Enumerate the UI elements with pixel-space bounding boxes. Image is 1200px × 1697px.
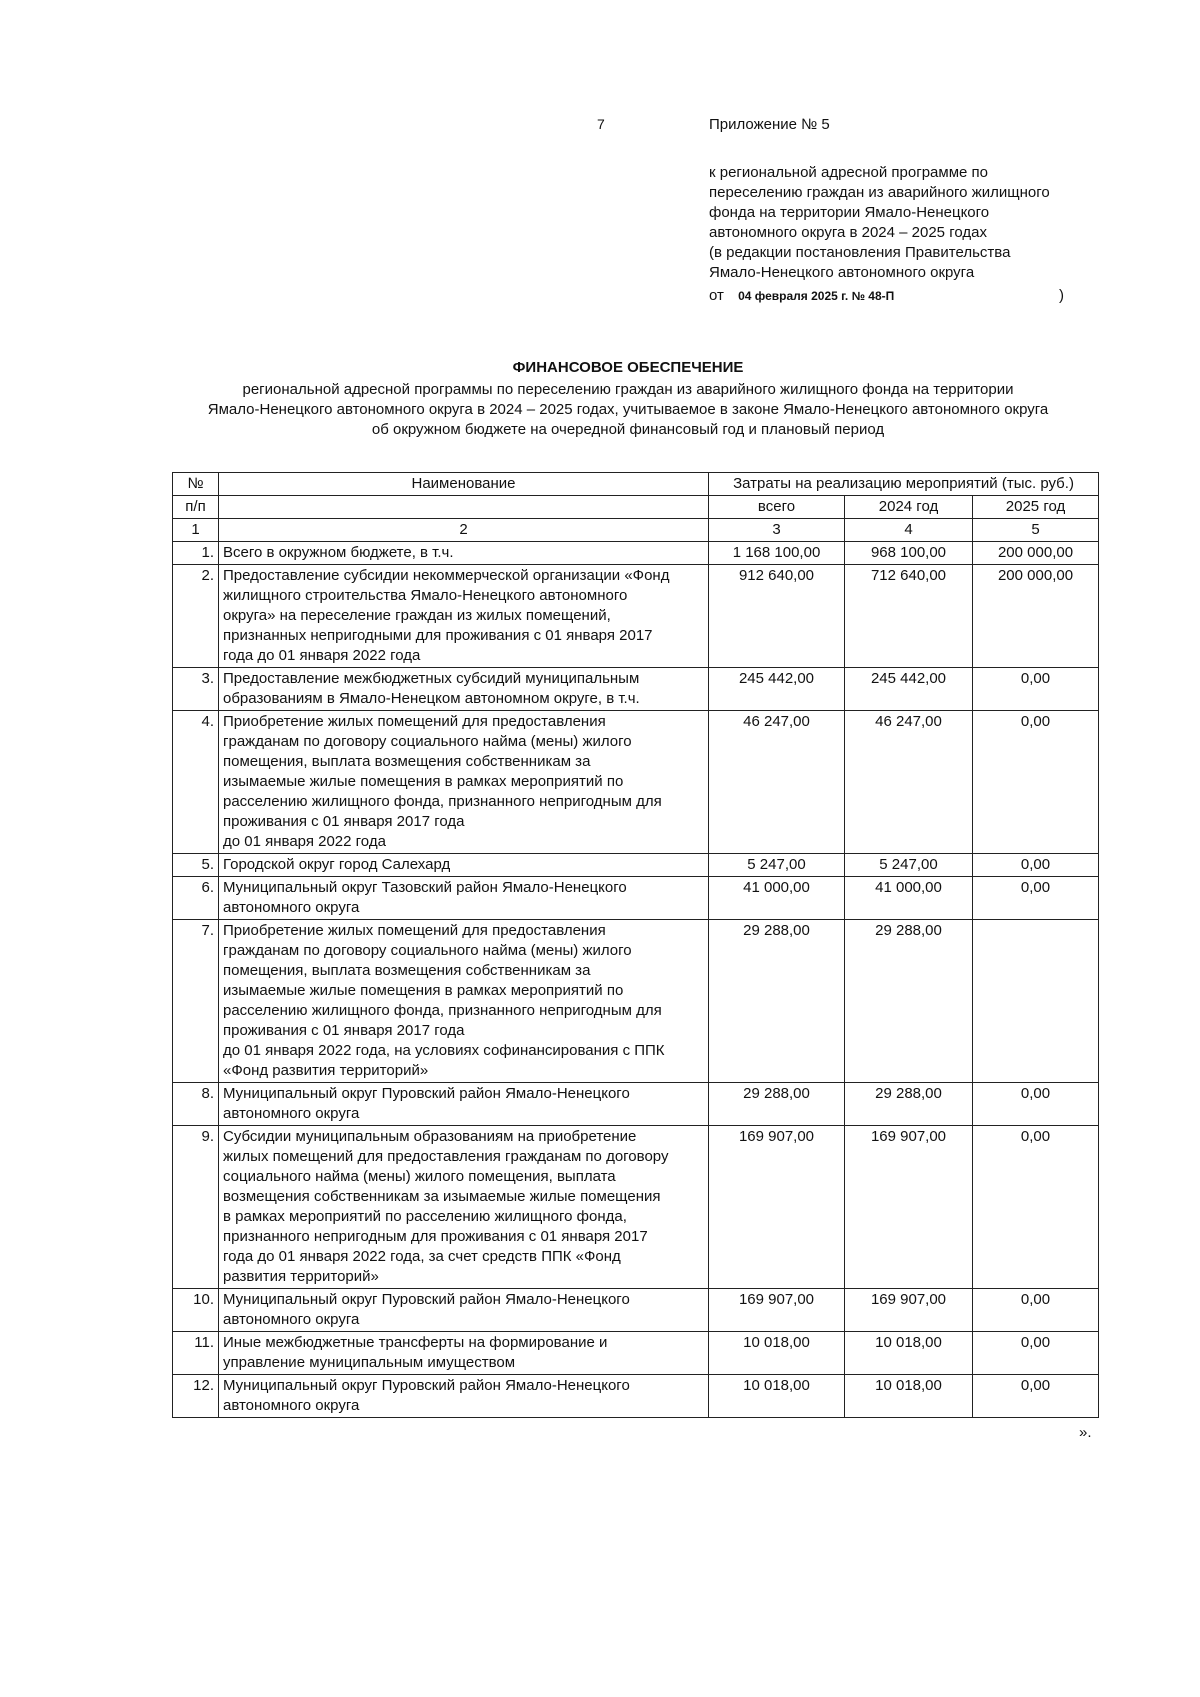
row-2025: 200 000,00 [973,542,1099,565]
table-row [173,1083,1099,1126]
row-name-line: возмещения собственникам за изымаемые жилые помещения [223,1188,661,1205]
row-name-line: Муниципальный округ Тазовский район Ямало-Ненецкого [223,879,627,896]
appendix-bracket: ) [1059,287,1064,304]
appendix-line: переселению граждан из аварийного жилищного [709,184,1050,201]
row-name-line: Предоставление субсидии некоммерческой организации «Фонд [223,567,670,584]
row-total: 245 442,00 [709,668,845,711]
row-2025: 0,00 [973,711,1099,854]
index-cell: 3 [709,519,845,542]
row-total: 1 168 100,00 [709,542,845,565]
row-name [219,1126,709,1289]
row-name-line: Приобретение жилых помещений для предоставления [223,922,606,939]
closing-quote: ». [1079,1424,1092,1441]
row-name [219,711,709,854]
row-number: 9. [173,1126,219,1289]
row-name-line: Предоставление межбюджетных субсидий муниципальным [223,670,640,687]
appendix-ot: от [709,287,724,304]
row-2025: 0,00 [973,1332,1099,1375]
table-row [173,1289,1099,1332]
row-2024: 712 640,00 [845,565,973,668]
row-2024: 29 288,00 [845,920,973,1083]
row-name-line: жилищного строительства Ямало-Ненецкого автономного [223,587,628,604]
header-costs: Затраты на реализацию мероприятий (тыс. руб.) [709,473,1099,496]
row-name [219,1332,709,1375]
row-name-line: «Фонд развития территорий» [223,1062,429,1079]
row-name-line: года до 01 января 2022 года [223,647,421,664]
index-cell: 2 [219,519,709,542]
row-name-line: автономного округа [223,899,360,916]
appendix-date-row [709,287,1069,304]
row-name-line: проживания с 01 января 2017 года [223,813,465,830]
appendix-date: 04 февраля 2025 г. № 48-П [738,289,895,303]
subtitle-line: Ямало-Ненецкого автономного округа в 2024 – 2025 годах, учитываемое в законе Ямало-Ненецкого автономного округа [207,401,1049,418]
row-name-line: Муниципальный округ Пуровский район Ямало-Ненецкого [223,1291,630,1308]
row-total: 10 018,00 [709,1375,845,1418]
row-name [219,1083,709,1126]
row-total: 10 018,00 [709,1332,845,1375]
row-number: 11. [173,1332,219,1375]
appendix-line: фонда на территории Ямало-Ненецкого [709,204,990,221]
row-name-line: управление муниципальным имуществом [223,1354,516,1371]
row-2024: 29 288,00 [845,1083,973,1126]
appendix-text [709,163,1109,283]
row-total: 169 907,00 [709,1126,845,1289]
row-name-line: до 01 января 2022 года [223,833,386,850]
row-total: 912 640,00 [709,565,845,668]
index-cell: 5 [973,519,1099,542]
header-num: № [173,473,219,496]
row-number: 6. [173,877,219,920]
row-2024: 10 018,00 [845,1375,973,1418]
row-number: 5. [173,854,219,877]
row-2024: 10 018,00 [845,1332,973,1375]
appendix-line: Ямало-Ненецкого автономного округа [709,264,975,281]
header-total: всего [709,496,845,519]
row-total: 46 247,00 [709,711,845,854]
row-number: 4. [173,711,219,854]
page-number: 7 [597,116,605,132]
appendix-line: (в редакции постановления Правительства [709,244,1011,261]
row-total: 5 247,00 [709,854,845,877]
header-name: Наименование [219,473,709,496]
row-name-line: расселению жилищного фонда, признанного непригодным для [223,793,662,810]
table-header-row [173,473,1099,496]
document-title: ФИНАНСОВОЕ ОБЕСПЕЧЕНИЕ [512,359,744,376]
row-number: 8. [173,1083,219,1126]
row-name [219,542,709,565]
row-name-line: Городской округ город Салехард [223,856,451,873]
row-name [219,1375,709,1418]
row-2025 [973,920,1099,1083]
index-cell: 1 [173,519,219,542]
appendix-title: Приложение № 5 [709,116,830,133]
row-name [219,668,709,711]
row-2025: 0,00 [973,854,1099,877]
row-name-line: социального найма (мены) жилого помещения, выплата [223,1168,616,1185]
row-2025: 0,00 [973,1083,1099,1126]
row-total: 41 000,00 [709,877,845,920]
header-num-2: п/п [173,496,219,519]
row-name-line: Муниципальный округ Пуровский район Ямало-Ненецкого [223,1085,630,1102]
row-name-line: Муниципальный округ Пуровский район Ямало-Ненецкого [223,1377,630,1394]
row-2025: 200 000,00 [973,565,1099,668]
document-subtitle [160,380,1096,440]
row-name-line: жилых помещений для предоставления гражданам по договору [223,1148,669,1165]
row-2025: 0,00 [973,1375,1099,1418]
table-index-row [173,519,1099,542]
row-2024: 968 100,00 [845,542,973,565]
row-2024: 46 247,00 [845,711,973,854]
row-name-line: помещения, выплата возмещения собственникам за [223,753,591,770]
row-2025: 0,00 [973,1289,1099,1332]
table-row [173,1126,1099,1289]
row-name-line: помещения, выплата возмещения собственникам за [223,962,591,979]
table-row [173,565,1099,668]
row-2024: 169 907,00 [845,1289,973,1332]
row-name-line: проживания с 01 января 2017 года [223,1022,465,1039]
header-2025: 2025 год [973,496,1099,519]
row-name-line: изымаемые жилые помещения в рамках мероприятий по [223,773,624,790]
row-name [219,920,709,1083]
row-total: 29 288,00 [709,1083,845,1126]
table-row [173,920,1099,1083]
row-name [219,877,709,920]
row-name-line: автономного округа [223,1105,360,1122]
row-name-line: автономного округа [223,1311,360,1328]
row-name [219,1289,709,1332]
row-name-line: года до 01 января 2022 года, за счет средств ППК «Фонд [223,1248,621,1265]
row-name-line: признанного непригодным для проживания с 01 января 2017 [223,1228,648,1245]
row-2025: 0,00 [973,1126,1099,1289]
appendix-line: к региональной адресной программе по [709,164,988,181]
row-name-line: изымаемые жилые помещения в рамках мероприятий по [223,982,624,999]
appendix-line: автономного округа в 2024 – 2025 годах [709,224,987,241]
row-name-line: Иные межбюджетные трансферты на формирование и [223,1334,608,1351]
table-row [173,668,1099,711]
row-2024: 169 907,00 [845,1126,973,1289]
row-2024: 41 000,00 [845,877,973,920]
table-row [173,1332,1099,1375]
row-name-line: гражданам по договору социального найма (мены) жилого [223,733,632,750]
header-2024: 2024 год [845,496,973,519]
row-2025: 0,00 [973,668,1099,711]
table-row [173,1375,1099,1418]
table-row [173,854,1099,877]
header-name-empty [219,496,709,519]
row-name-line: автономного округа [223,1397,360,1414]
row-total: 29 288,00 [709,920,845,1083]
table-subheader-row [173,496,1099,519]
row-2025: 0,00 [973,877,1099,920]
row-number: 12. [173,1375,219,1418]
row-name-line: Приобретение жилых помещений для предоставления [223,713,606,730]
row-name-line: до 01 января 2022 года, на условиях софинансирования с ППК [223,1042,665,1059]
row-name [219,854,709,877]
index-cell: 4 [845,519,973,542]
row-name-line: расселению жилищного фонда, признанного непригодным для [223,1002,662,1019]
row-name-line: признанных непригодными для проживания с 01 января 2017 [223,627,653,644]
row-name-line: развития территорий» [223,1268,379,1285]
row-name-line: в рамках мероприятий по расселению жилищного фонда, [223,1208,627,1225]
subtitle-line: об окружном бюджете на очередной финансовый год и плановый период [371,421,885,438]
row-number: 1. [173,542,219,565]
finance-table [172,472,1099,1418]
row-name-line: гражданам по договору социального найма (мены) жилого [223,942,632,959]
row-name-line: Всего в окружном бюджете, в т.ч. [223,544,454,561]
row-name-line: Субсидии муниципальным образованиям на приобретение [223,1128,637,1145]
row-number: 3. [173,668,219,711]
subtitle-line: региональной адресной программы по переселению граждан из аварийного жилищного фонда на территории [242,381,1014,398]
row-name-line: округа» на переселение граждан из жилых помещений, [223,607,611,624]
table-row [173,711,1099,854]
row-name-line: образованиям в Ямало-Ненецком автономном округе, в т.ч. [223,690,640,707]
row-name [219,565,709,668]
row-number: 7. [173,920,219,1083]
row-number: 2. [173,565,219,668]
row-total: 169 907,00 [709,1289,845,1332]
row-2024: 5 247,00 [845,854,973,877]
row-2024: 245 442,00 [845,668,973,711]
row-number: 10. [173,1289,219,1332]
table-row [173,542,1099,565]
table-row [173,877,1099,920]
